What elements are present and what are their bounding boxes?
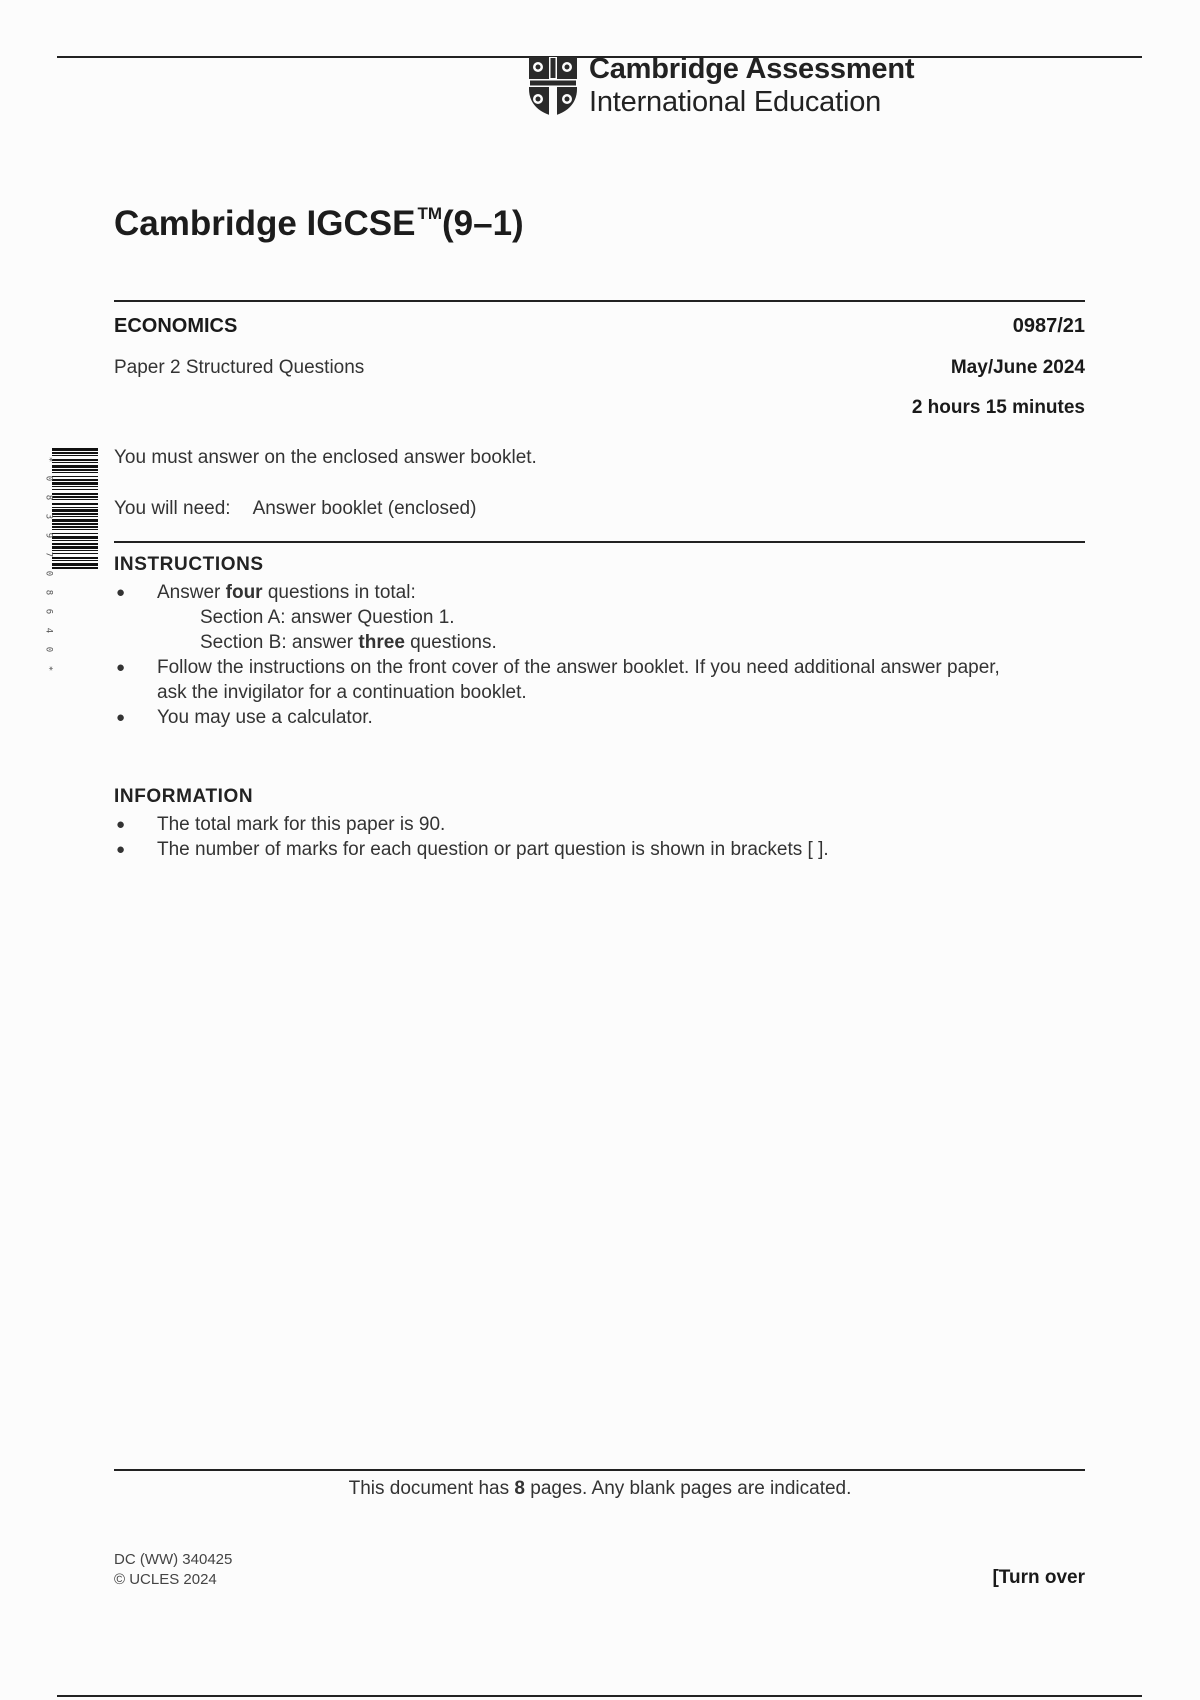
barcode-bar [52,519,98,522]
barcode-digit: 3 [43,513,54,520]
information-item [114,812,1094,837]
barcode-bar [52,536,98,539]
barcode-bar [52,482,98,485]
barcode-bar [52,540,98,541]
information-heading: INFORMATION [114,786,254,807]
exam-session: May/June 2024 [950,357,1085,378]
instruction-text: You may use a calculator. [157,707,373,728]
logo-line-2: International Education [589,86,882,118]
barcode-bar [52,469,98,471]
barcode-bar [52,523,98,525]
barcode-bar [52,479,98,481]
barcode-bar [52,476,98,477]
logo-line-1: Cambridge Assessment [589,53,915,85]
barcode-digit: 6 [43,608,54,615]
qualification-grade: (9–1) [442,204,524,243]
barcode-digit: 0 [43,475,54,482]
barcode-digit: 4 [43,627,54,634]
section-b-text: Section B: answer [200,632,359,653]
barcode-bar [52,533,98,534]
barcode-bar [52,513,98,515]
barcode-bar [52,499,98,500]
barcode-bar [52,526,98,528]
section-b-text: questions. [404,632,497,653]
barcode-bar [52,560,98,561]
page-count-text: pages. Any blank pages are indicated. [524,1478,852,1499]
barcode-digits [44,450,52,678]
bullet-icon: ● [116,709,126,726]
barcode-bar [52,459,98,461]
barcode-bar [52,563,98,566]
exam-duration: 2 hours 15 minutes [911,397,1085,418]
barcode-digit: 0 [43,646,54,653]
footer-rule [114,1469,1085,1471]
equipment-value: Answer booklet (enclosed) [252,498,477,519]
barcode-bar [52,557,98,559]
component-code: 0987/21 [1012,315,1085,337]
barcode-bar [52,509,98,512]
barcode-bar [52,462,98,463]
instruction-item [114,705,1094,730]
barcode-bar [52,503,98,505]
instruction-emphasis: four [225,582,263,603]
answer-booklet-note: You must answer on the enclosed answer booklet. [114,447,537,468]
barcode-digit: * [43,456,54,463]
barcode-bar [52,493,98,495]
barcode-digit: 9 [43,532,54,539]
bullet-icon: ● [116,841,126,858]
equipment-needed [114,498,476,520]
information-text: The total mark for this paper is 90. [157,814,446,835]
bullet-icon: ● [116,816,126,833]
barcode-digit: 8 [43,494,54,501]
instruction-text: Follow the instructions on the front cover of the answer booklet. If you need additional answer paper, [157,657,1000,678]
page-count-note [0,1478,1200,1500]
equipment-label: You will need: [114,498,231,519]
instructions-rule [114,541,1085,543]
bottom-rule [57,1695,1142,1697]
barcode-digit: 7 [43,551,54,558]
bullet-icon: ● [116,659,126,676]
barcode-bar [52,567,98,569]
instructions-heading: INSTRUCTIONS [114,554,264,575]
barcode-bar [52,472,98,473]
cambridge-shield-icon [527,55,579,117]
barcode-digit: 8 [43,589,54,596]
barcode-bar [52,507,98,508]
barcode-bar [52,550,98,551]
instruction-item [114,655,1094,705]
section-a-text: Section A: answer Question 1. [200,607,455,628]
paper-name: Paper 2 Structured Questions [114,357,365,378]
barcode-bar [52,553,98,554]
barcode-bar [52,455,98,456]
document-reference [114,1550,232,1590]
instruction-text: Answer [157,582,226,603]
barcode-bar [52,496,98,498]
barcode-bar [52,448,98,451]
section-b-emphasis: three [358,632,405,653]
qualification-name: Cambridge IGCSE [114,204,416,243]
information-item [114,837,1094,862]
barcode-bar [52,516,98,517]
barcode-bar [52,452,98,454]
turn-over-label: [Turn over [992,1567,1085,1588]
header-rule [114,300,1085,302]
cambridge-logo [527,55,914,117]
trademark-mark: TM [417,204,442,223]
page-count-number: 8 [514,1478,525,1499]
instruction-item [114,580,1094,655]
barcode-bar [52,465,98,468]
barcode-bar [52,529,98,530]
instruction-text: questions in total: [262,582,416,603]
barcode-bar [52,546,98,549]
qualification-title [114,204,524,244]
barcode-bar [52,486,98,487]
barcode-bar [52,543,98,545]
barcode-bar [52,489,98,490]
copyright: © UCLES 2024 [114,1571,217,1588]
information-list [114,812,1094,862]
information-text: The number of marks for each question or part question is shown in brackets [ ]. [157,839,829,860]
dc-code: DC (WW) 340425 [114,1551,233,1568]
instructions-list [114,580,1094,730]
candidate-barcode [52,448,98,682]
subject-name: ECONOMICS [114,315,238,337]
barcode-digit: * [43,665,54,672]
instruction-text: ask the invigilator for a continuation booklet. [157,682,527,703]
page-count-text: This document has [348,1478,515,1499]
section-b-instruction [157,630,1094,655]
bullet-icon: ● [116,584,126,601]
barcode-digit: 0 [43,570,54,577]
section-a-instruction [157,605,1094,630]
